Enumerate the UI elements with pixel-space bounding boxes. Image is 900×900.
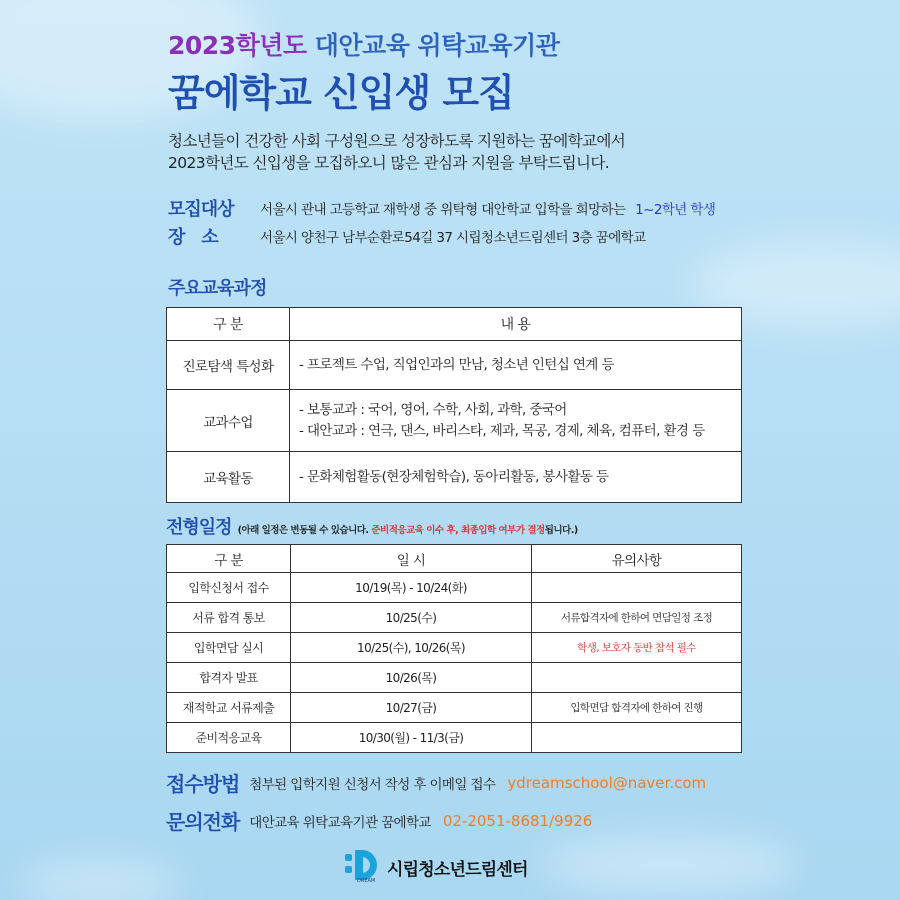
apply-text: 첨부된 입학지원 신청서 작성 후 이메일 접수	[249, 776, 496, 793]
page-title: 꿈에학교 신입생 모집	[168, 71, 514, 115]
header-institution: 대안교육 위탁교육기관	[314, 31, 560, 60]
schedule-category: 입학신청서 접수	[167, 573, 291, 603]
table-row	[167, 573, 742, 603]
schedule-note-cell: 서류합격자에 한하여 면담일정 조정	[532, 603, 742, 633]
curriculum-category: 교과수업	[167, 390, 290, 452]
schedule-date: 10/19(목) - 10/24(화)	[291, 573, 532, 603]
schedule-date: 10/25(수)	[291, 603, 532, 633]
curriculum-content	[290, 452, 742, 503]
schedule-table	[166, 544, 742, 753]
header-subtitle	[168, 26, 748, 60]
logo-name: 시립청소년드림센터	[387, 859, 528, 880]
center-logo	[345, 850, 528, 884]
table-header-cell: 일 시	[291, 545, 532, 573]
location-value: 서울시 양천구 남부순환로54길 37 시립청소년드림센터 3층 꿈에학교	[260, 230, 646, 246]
header-year: 2023학년도	[168, 31, 307, 60]
schedule-date: 10/25(수), 10/26(목)	[291, 633, 532, 663]
table-header-cell: 구 분	[167, 308, 290, 341]
table-header-cell: 유의사항	[532, 545, 742, 573]
table-header-cell: 구 분	[167, 545, 291, 573]
intro-line: 청소년들이 건강한 사회 구성원으로 성장하도록 지원하는 꿈에학교에서	[168, 132, 626, 150]
poster-content	[168, 26, 748, 300]
location-row	[168, 222, 748, 250]
schedule-date: 10/26(목)	[291, 663, 532, 693]
table-row	[167, 693, 742, 723]
schedule-heading	[166, 513, 578, 539]
schedule-category: 준비적응교육	[167, 723, 291, 753]
cloud-decoration	[20, 860, 180, 900]
schedule-category: 입학면담 실시	[167, 633, 291, 663]
table-row	[167, 341, 742, 390]
curriculum-table	[166, 307, 742, 503]
dream-logo-icon	[345, 850, 381, 884]
table-header-cell: 내 용	[290, 308, 742, 341]
schedule-note	[238, 522, 578, 536]
schedule-date: 10/27(금)	[291, 693, 532, 723]
schedule-note-cell	[532, 663, 742, 693]
schedule-category: 합격자 발표	[167, 663, 291, 693]
recruit-row	[168, 194, 748, 222]
contact-text: 대안교육 위탁교육기관 꿈에학교	[249, 814, 431, 831]
curriculum-line: - 문화체험활동(현장체험학습), 동아리활동, 봉사활동 등	[299, 468, 609, 485]
email-link[interactable]: ydreamschool@naver.com	[507, 773, 707, 792]
intro-line: 2023학년도 신입생을 모집하오니 많은 관심과 지원을 부탁드립니다.	[168, 154, 610, 172]
cloud-decoration	[540, 835, 800, 895]
location-label: 장소	[168, 227, 235, 248]
schedule-note-suffix: 됩니다.)	[544, 525, 578, 536]
apply-label: 접수방법	[166, 772, 240, 796]
curriculum-content	[290, 390, 742, 452]
info-block	[168, 194, 748, 250]
table-row	[167, 390, 742, 452]
recruit-value	[260, 198, 715, 218]
curriculum-content	[290, 341, 742, 390]
schedule-note-red: 준비적응교육 이수 후, 최종입학 여부가 결정	[371, 525, 545, 536]
table-row	[167, 663, 742, 693]
schedule-note-cell: 입학면담 합격자에 한하여 진행	[532, 693, 742, 723]
table-row	[167, 723, 742, 753]
schedule-title: 전형일정	[166, 517, 232, 538]
table-header-row	[167, 545, 742, 573]
curriculum-line: - 보통교과 : 국어, 영어, 수학, 사회, 과학, 중국어	[299, 401, 567, 418]
schedule-category: 서류 합격 통보	[167, 603, 291, 633]
schedule-note-cell: 학생, 보호자 동반 참석 필수	[532, 633, 742, 663]
curriculum-line: - 프로젝트 수업, 직업인과의 만남, 청소년 인턴십 연계 등	[299, 356, 614, 373]
curriculum-title: 주요교육과정	[168, 278, 267, 299]
curriculum-line: - 대안교과 : 연극, 댄스, 바리스타, 제과, 목공, 경제, 체육, 컴퓨터, 환경 등	[299, 422, 705, 439]
table-row	[167, 452, 742, 503]
schedule-note-prefix: (아래 일정은 변동될 수 있습니다.	[237, 525, 372, 536]
curriculum-category: 진로탐색 특성화	[167, 341, 290, 390]
schedule-note-cell	[532, 723, 742, 753]
contact-row	[166, 806, 592, 835]
table-header-row	[167, 308, 742, 341]
recruit-highlight: 1~2학년 학생	[635, 202, 716, 218]
schedule-note-cell	[532, 573, 742, 603]
recruit-text: 서울시 관내 고등학교 재학생 중 위탁형 대안학교 입학을 희망하는	[260, 202, 626, 218]
table-row	[167, 633, 742, 663]
schedule-category: 재적학교 서류제출	[167, 693, 291, 723]
curriculum-category: 교육활동	[167, 452, 290, 503]
schedule-date: 10/30(월) - 11/3(금)	[291, 723, 532, 753]
table-row	[167, 603, 742, 633]
apply-row	[166, 768, 706, 797]
contact-label: 문의전화	[166, 810, 240, 834]
logo-mark-text: DREAM	[357, 878, 376, 884]
phone-number[interactable]: 02-2051-8681/9926	[442, 811, 593, 830]
recruit-label: 모집대상	[168, 199, 234, 220]
intro-text	[168, 130, 748, 174]
